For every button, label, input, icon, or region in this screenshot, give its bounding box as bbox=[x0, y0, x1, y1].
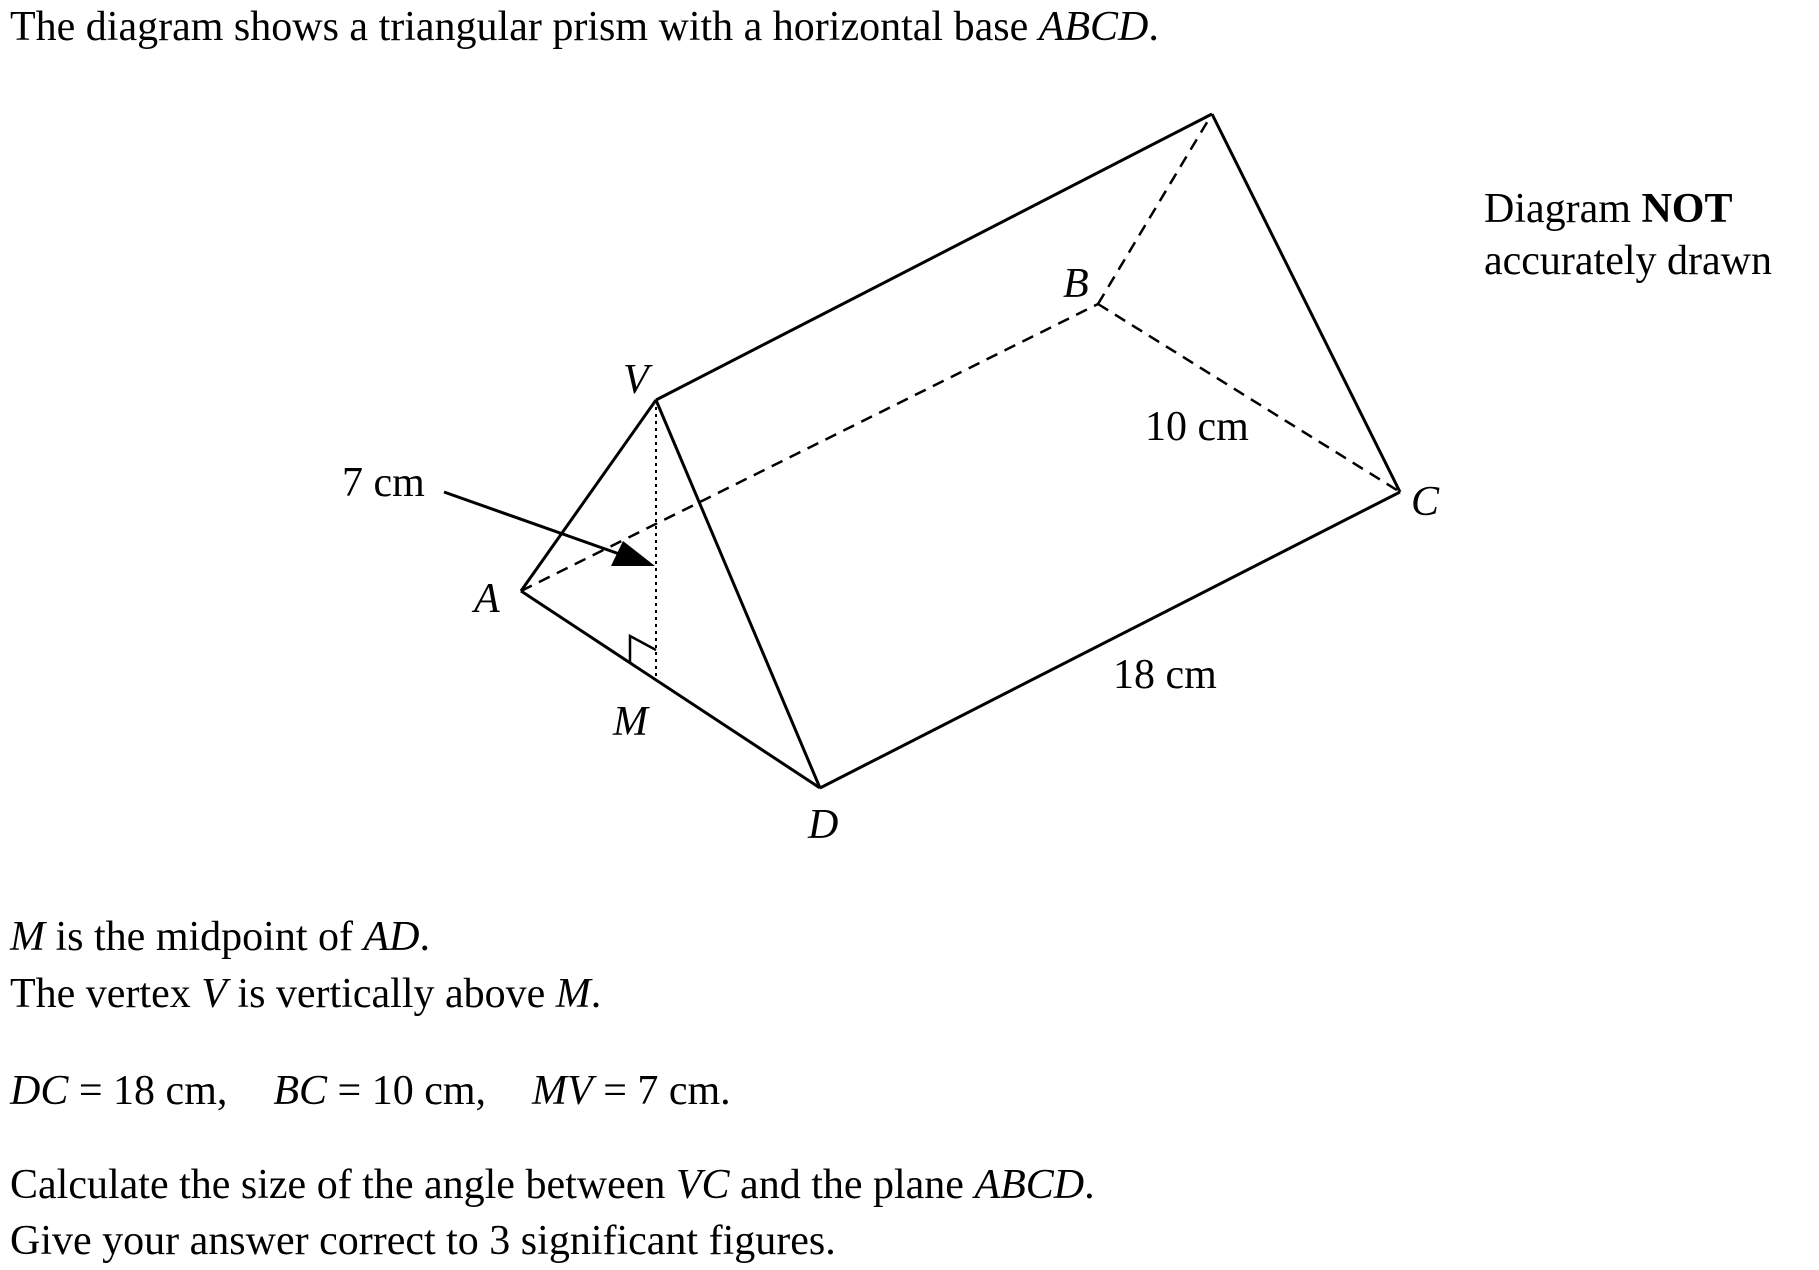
label-vertex-m: M bbox=[613, 699, 648, 745]
not-to-scale-note: Diagram NOT accurately drawn bbox=[1484, 186, 1772, 284]
label-length-bc: 10 cm bbox=[1145, 404, 1249, 450]
pointer-arrowhead bbox=[611, 541, 655, 566]
intro-text: The diagram shows a triangular prism with a horizontal base ABCD. bbox=[10, 4, 1159, 50]
label-vertex-d: D bbox=[808, 802, 839, 848]
label-vertex-c: C bbox=[1411, 479, 1440, 525]
label-vertex-a: A bbox=[474, 576, 500, 622]
statement-vertex: The vertex V is vertically above M. bbox=[10, 971, 602, 1017]
question-line-2: Give your answer correct to 3 significant figures. bbox=[10, 1218, 836, 1264]
label-vertex-v: V bbox=[623, 357, 649, 403]
question-line-1: Calculate the size of the angle between VC and the plane ABCD. bbox=[10, 1162, 1095, 1208]
hidden-edge-a-b bbox=[521, 304, 1098, 591]
edge-d-c bbox=[820, 492, 1400, 788]
intro-base-name: ABCD bbox=[1038, 4, 1149, 50]
pointer-arrow-line bbox=[444, 492, 625, 556]
right-angle-marker bbox=[630, 636, 656, 662]
edge-a-d bbox=[521, 591, 820, 788]
label-length-dc: 18 cm bbox=[1113, 652, 1217, 698]
statement-midpoint: M is the midpoint of AD. bbox=[10, 914, 430, 960]
given-lengths: DC = 18 cm, BC = 10 cm, MV = 7 cm. bbox=[10, 1068, 731, 1114]
edge-v-d bbox=[656, 400, 820, 788]
label-vertex-b: B bbox=[1063, 261, 1089, 307]
label-length-mv: 7 cm bbox=[342, 460, 425, 506]
edge-v-top bbox=[656, 114, 1212, 400]
